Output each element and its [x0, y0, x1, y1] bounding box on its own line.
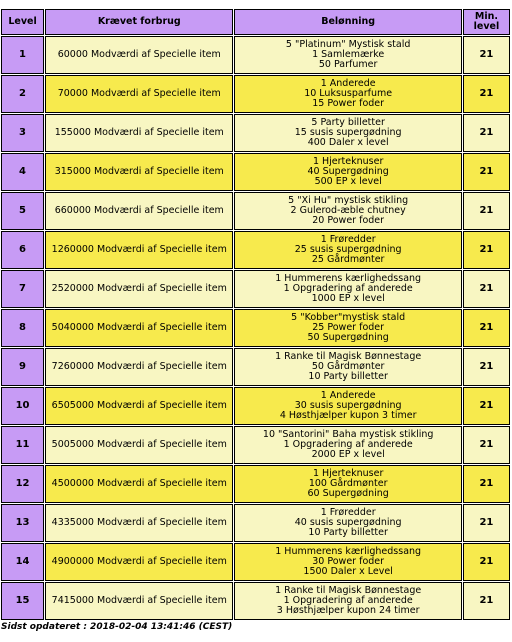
reward-line: 5 Party billetter [311, 117, 385, 128]
level-cell: 4 [1, 153, 44, 191]
header-cost: Krævet forbrug [45, 9, 233, 35]
min-level-cell: 21 [463, 543, 510, 581]
reward-line: 15 susis supergødning [294, 127, 402, 138]
table-row [1, 387, 510, 425]
min-level-cell: 21 [463, 309, 510, 347]
min-level-cell: 21 [463, 582, 510, 620]
reward-cell [234, 231, 461, 269]
cost-cell: 6505000 Modværdi af Specielle item [45, 387, 233, 425]
table-row [1, 465, 510, 503]
reward-line: 60 Supergødning [307, 488, 389, 499]
level-cell: 14 [1, 543, 44, 581]
reward-cell [234, 309, 461, 347]
reward-line: 1500 Daler x Level [303, 566, 393, 577]
min-level-cell: 21 [463, 465, 510, 503]
reward-cell [234, 114, 461, 152]
reward-cell [234, 387, 461, 425]
reward-line: 1 Hjerteknuser [312, 156, 384, 167]
reward-cell [234, 75, 461, 113]
min-level-cell: 21 [463, 192, 510, 230]
reward-line: 1000 EP x level [311, 293, 385, 304]
min-level-cell: 21 [463, 426, 510, 464]
reward-line: 1 Hummerens kærlighedssang [275, 546, 422, 557]
table-row [1, 270, 510, 308]
level-cell: 1 [1, 36, 44, 74]
reward-line: 1 Opgradering af anderede [283, 595, 413, 606]
level-cell: 5 [1, 192, 44, 230]
cost-cell: 4900000 Modværdi af Specielle item [45, 543, 233, 581]
reward-line: 10 "Santorini" Baha mystisk stikling [262, 429, 434, 440]
table-row [1, 36, 510, 74]
reward-line: 40 Supergødning [307, 166, 389, 177]
table-row [1, 192, 510, 230]
table-row [1, 231, 510, 269]
reward-cell [234, 192, 461, 230]
reward-line: 1 Ranke til Magisk Bønnestage [275, 585, 422, 596]
reward-cell [234, 270, 461, 308]
reward-cell [234, 582, 461, 620]
reward-line: 1 Samlemærke [312, 49, 385, 60]
level-cell: 11 [1, 426, 44, 464]
reward-line: 5 "Xi Hu" mystisk stikling [288, 195, 409, 206]
level-cell: 12 [1, 465, 44, 503]
reward-line: 2000 EP x level [311, 449, 385, 460]
table-row [1, 153, 510, 191]
reward-cell [234, 504, 461, 542]
reward-line: 1 Frøredder [320, 234, 376, 245]
min-level-cell: 21 [463, 75, 510, 113]
reward-line: 50 Parfumer [318, 59, 378, 70]
table-row [1, 504, 510, 542]
level-cell: 3 [1, 114, 44, 152]
min-level-cell: 21 [463, 270, 510, 308]
table-row [1, 348, 510, 386]
reward-line: 3 Høsthjælper kupon 24 timer [276, 605, 420, 616]
table-row [1, 426, 510, 464]
reward-line: 30 Power foder [312, 556, 385, 567]
reward-line: 25 Gårdmønter [311, 254, 385, 265]
reward-line: 40 susis supergødning [294, 517, 402, 528]
cost-cell: 7260000 Modværdi af Specielle item [45, 348, 233, 386]
level-cell: 6 [1, 231, 44, 269]
level-cell: 2 [1, 75, 44, 113]
reward-line: 10 Party billetter [308, 527, 388, 538]
reward-cell [234, 36, 461, 74]
reward-line: 4 Høsthjælper kupon 3 timer [279, 410, 417, 421]
reward-cell [234, 543, 461, 581]
min-level-cell: 21 [463, 114, 510, 152]
reward-line: 400 Daler x level [307, 137, 389, 148]
reward-cell [234, 426, 461, 464]
table-row [1, 543, 510, 581]
header-min-level: Min. level [463, 9, 510, 35]
cost-cell: 5040000 Modværdi af Specielle item [45, 309, 233, 347]
reward-line: 25 Power foder [312, 322, 385, 333]
reward-line: 10 Party billetter [308, 371, 388, 382]
reward-cell [234, 153, 461, 191]
reward-line: 5 "Kobber"mystisk stald [291, 312, 406, 323]
cost-cell: 60000 Modværdi af Specielle item [45, 36, 233, 74]
min-level-cell: 21 [463, 153, 510, 191]
header-reward: Belønning [234, 9, 461, 35]
min-level-cell: 21 [463, 36, 510, 74]
reward-line: 1 Opgradering af anderede [283, 439, 413, 450]
reward-line: 10 Luksusparfume [304, 88, 393, 99]
table-body [1, 36, 510, 620]
reward-cell [234, 348, 461, 386]
cost-cell: 4500000 Modværdi af Specielle item [45, 465, 233, 503]
level-cell: 10 [1, 387, 44, 425]
reward-line: 25 susis supergødning [294, 244, 402, 255]
min-level-cell: 21 [463, 231, 510, 269]
reward-line: 30 susis supergødning [294, 400, 402, 411]
reward-line: 1 Opgradering af anderede [283, 283, 413, 294]
min-level-cell: 21 [463, 348, 510, 386]
cost-cell: 70000 Modværdi af Specielle item [45, 75, 233, 113]
reward-line: 1 Ranke til Magisk Bønnestage [275, 351, 422, 362]
reward-line: 1 Hjerteknuser [312, 468, 384, 479]
reward-line: 20 Power foder [312, 215, 385, 226]
header-level: Level [1, 9, 44, 35]
reward-line: 100 Gårdmønter [308, 478, 388, 489]
reward-line: 50 Gårdmønter [311, 361, 385, 372]
reward-line: 2 Gulerod-æble chutney [290, 205, 406, 216]
reward-line: 1 Anderede [320, 78, 376, 89]
level-cell: 8 [1, 309, 44, 347]
rewards-table [0, 8, 511, 621]
table-row [1, 582, 510, 620]
level-cell: 9 [1, 348, 44, 386]
level-cell: 7 [1, 270, 44, 308]
reward-line: 1 Frøredder [320, 507, 376, 518]
reward-line: 50 Supergødning [307, 332, 389, 343]
header-row [1, 9, 510, 35]
cost-cell: 1260000 Modværdi af Specielle item [45, 231, 233, 269]
table-row [1, 114, 510, 152]
reward-line: 500 EP x level [314, 176, 382, 187]
cost-cell: 155000 Modværdi af Specielle item [45, 114, 233, 152]
level-cell: 15 [1, 582, 44, 620]
cost-cell: 315000 Modværdi af Specielle item [45, 153, 233, 191]
cost-cell: 4335000 Modværdi af Specielle item [45, 504, 233, 542]
min-level-cell: 21 [463, 387, 510, 425]
level-cell: 13 [1, 504, 44, 542]
last-updated: Sidst opdateret : 2018-02-04 13:41:46 (CEST) [1, 622, 233, 632]
cost-cell: 7415000 Modværdi af Specielle item [45, 582, 233, 620]
table-row [1, 75, 510, 113]
reward-line: 5 "Platinum" Mystisk stald [285, 39, 411, 50]
table-row [1, 309, 510, 347]
min-level-cell: 21 [463, 504, 510, 542]
reward-line: 1 Hummerens kærlighedssang [275, 273, 422, 284]
cost-cell: 5005000 Modværdi af Specielle item [45, 426, 233, 464]
cost-cell: 660000 Modværdi af Specielle item [45, 192, 233, 230]
reward-cell [234, 465, 461, 503]
cost-cell: 2520000 Modværdi af Specielle item [45, 270, 233, 308]
reward-line: 1 Anderede [320, 390, 376, 401]
reward-line: 15 Power foder [312, 98, 385, 109]
